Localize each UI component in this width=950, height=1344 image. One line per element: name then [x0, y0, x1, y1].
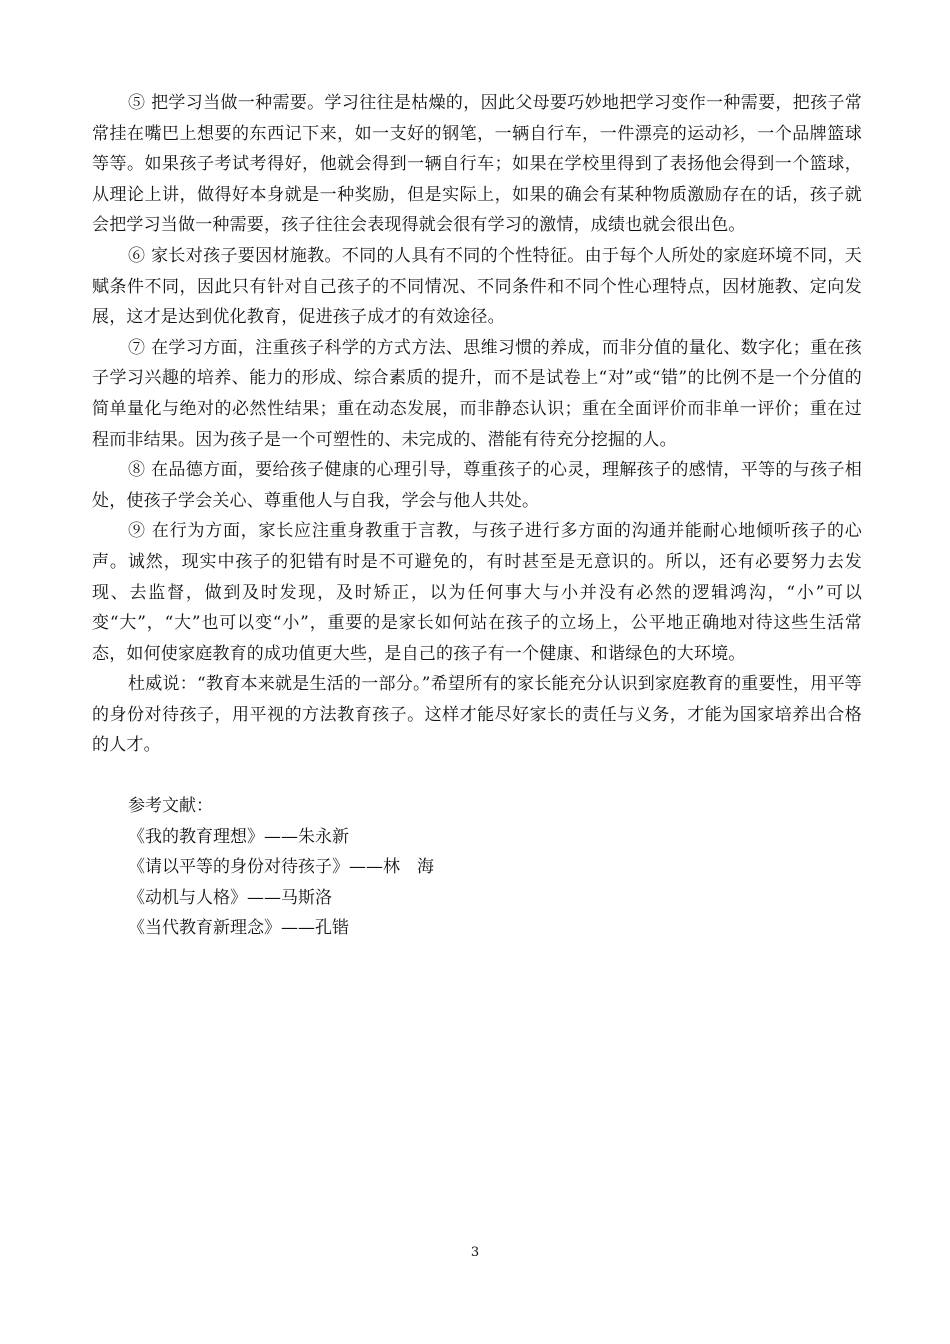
- paragraph-item-6: ⑥ 家长对孩子要因材施教。不同的人具有不同的个性特征。由于每个人所处的家庭环境不同，天赋条件不同，因此只有针对自己孩子的不同情况、不同条件和不同个性心理特点，因材施教、定向发展，这才是达到优化教育，促进孩子成才的有效途径。: [92, 245, 862, 328]
- paragraph-item-8: ⑧ 在品德方面，要给孩子健康的心理引导，尊重孩子的心灵，理解孩子的感情，平等的与孩子相处，使孩子学会关心、尊重他人与自我，学会与他人共处。: [92, 460, 862, 511]
- reference-item: 《当代教育新理念》——孔锴: [128, 918, 349, 939]
- page-number: 3: [470, 1245, 480, 1260]
- paragraph-item-9: ⑨ 在行为方面，家长应注重身教重于言教，与孩子进行多方面的沟通并能耐心地倾听孩子的心声。诚然，现实中孩子的犯错有时是不可避免的，有时甚至是无意识的。所以，还有必要努力去发现、去监督，做到及时发现，及时矫正，以为任何事大与小并没有必然的逻辑鸿沟，“小”可以变“大”，“大”也可以变“小”，重要的是家长如何站在孩子的立场上，公平地正确地对待这些生活常态，如何使家庭教育的成功值更大些，是自己的孩子有一个健康、和谐绿色的大环境。: [92, 521, 862, 664]
- references-section: [92, 791, 862, 944]
- paragraph-item-5: ⑤ 把学习当做一种需要。学习往往是枯燥的，因此父母要巧妙地把学习变作一种需要，把孩子常常挂在嘴巴上想要的东西记下来，如一支好的钢笔，一辆自行车，一件漂亮的运动衫，一个品牌篮球等等。如果孩子考试考得好，他就会得到一辆自行车；如果在学校里得到了表扬他会得到一个篮球，从理论上讲，做得好本身就是一种奖励，但是实际上，如果的确会有某种物质激励存在的话，孩子就会把学习当做一种需要，孩子往往会表现得就会很有学习的激情，成绩也就会很出色。: [92, 93, 862, 236]
- paragraph-item-7: ⑦ 在学习方面，注重孩子科学的方式方法、思维习惯的养成，而非分值的量化、数字化；重在孩子学习兴趣的培养、能力的形成、综合素质的提升，而不是试卷上“对”或“错”的比例不是一个分值的简单量化与绝对的必然性结果；重在动态发展，而非静态认识；重在全面评价而非单一评价；重在过程而非结果。因为孩子是一个可塑性的、未完成的、潜能有待充分挖掘的人。: [92, 337, 862, 450]
- document-body: [92, 88, 862, 944]
- references-heading: 参考文献：: [128, 796, 213, 817]
- reference-item: 《动机与人格》——马斯洛: [128, 887, 332, 908]
- reference-item: 《我的教育理想》——朱永新: [128, 826, 349, 847]
- reference-item: 《请以平等的身份对待孩子》——林 海: [128, 857, 434, 878]
- paragraph-dewey-quote: 杜威说：“教育本来就是生活的一部分。”希望所有的家长能充分认识到家庭教育的重要性，用平等的身份对待孩子，用平视的方法教育孩子。这样才能尽好家长的责任与义务，才能为国家培养出合格的人才。: [92, 674, 862, 756]
